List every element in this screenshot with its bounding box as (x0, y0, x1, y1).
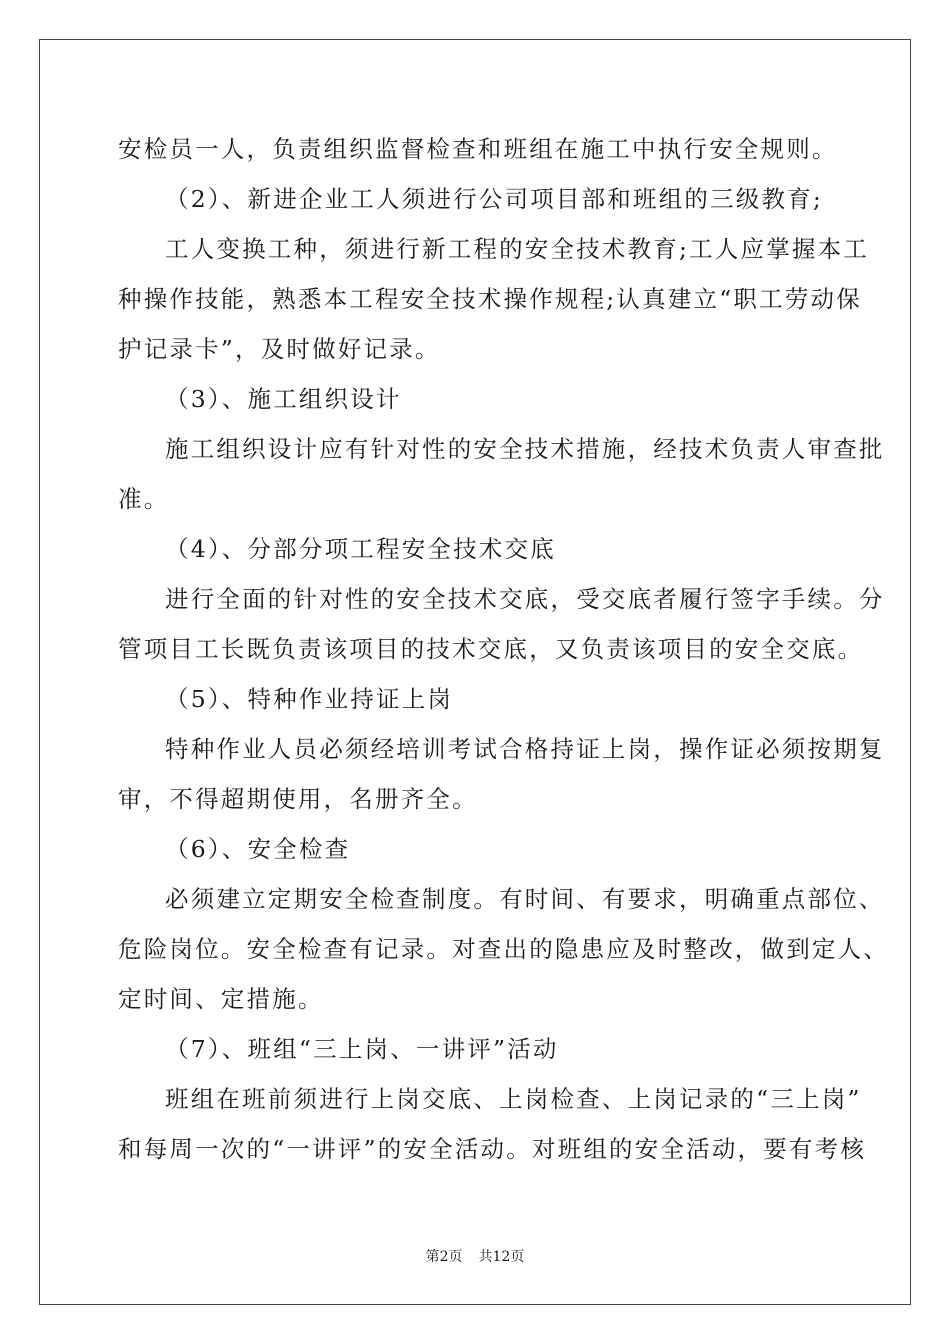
text-line: 管项目工长既负责该项目的技术交底，又负责该项目的安全交底。 (118, 635, 864, 663)
page-border (39, 39, 911, 1305)
section-heading: （2）、新进企业工人须进行公司项目部和班组的三级教育; (165, 185, 824, 213)
text-line: 必须建立定期安全检查制度。有时间、有要求，明确重点部位、 (165, 885, 885, 913)
text-line: 工人变换工种，须进行新工程的安全技术教育;工人应掌握本工 (165, 235, 870, 263)
section-heading: （3）、施工组织设计 (165, 385, 402, 413)
text-line: 班组在班前须进行上岗交底、上岗检查、上岗记录的“三上岗” (165, 1085, 862, 1113)
text-line: 施工组织设计应有针对性的安全技术措施，经技术负责人审查批 (165, 435, 885, 463)
total-pages: 共12页 (478, 1249, 525, 1265)
text-line: 准。 (118, 485, 170, 513)
text-line: 安检员一人，负责组织监督检查和班组在施工中执行安全规则。 (118, 135, 838, 163)
section-heading: （6）、安全检查 (165, 835, 351, 863)
text-line: 进行全面的针对性的安全技术交底，受交底者履行签字手续。分 (165, 585, 885, 613)
page-number: 第2页 (425, 1249, 463, 1265)
text-line: 定时间、定措施。 (118, 985, 324, 1013)
page-footer (0, 1248, 950, 1266)
section-heading: （4）、分部分项工程安全技术交底 (165, 535, 556, 563)
text-line: 和每周一次的“一讲评”的安全活动。对班组的安全活动，要有考核 (118, 1135, 867, 1163)
text-line: 特种作业人员必须经培训考试合格持证上岗，操作证必须按期复 (165, 735, 885, 763)
section-heading: （5）、特种作业持证上岗 (165, 685, 454, 713)
text-line: 种操作技能，熟悉本工程安全技术操作规程;认真建立“职工劳动保 (118, 285, 862, 313)
text-line: 危险岗位。安全检查有记录。对查出的隐患应及时整改，做到定人、 (118, 935, 889, 963)
section-heading: （7）、班组“三上岗、一讲评”活动 (165, 1035, 559, 1063)
text-line: 审，不得超期使用，名册齐全。 (118, 785, 478, 813)
text-line: 护记录卡”，及时做好记录。 (118, 335, 441, 363)
